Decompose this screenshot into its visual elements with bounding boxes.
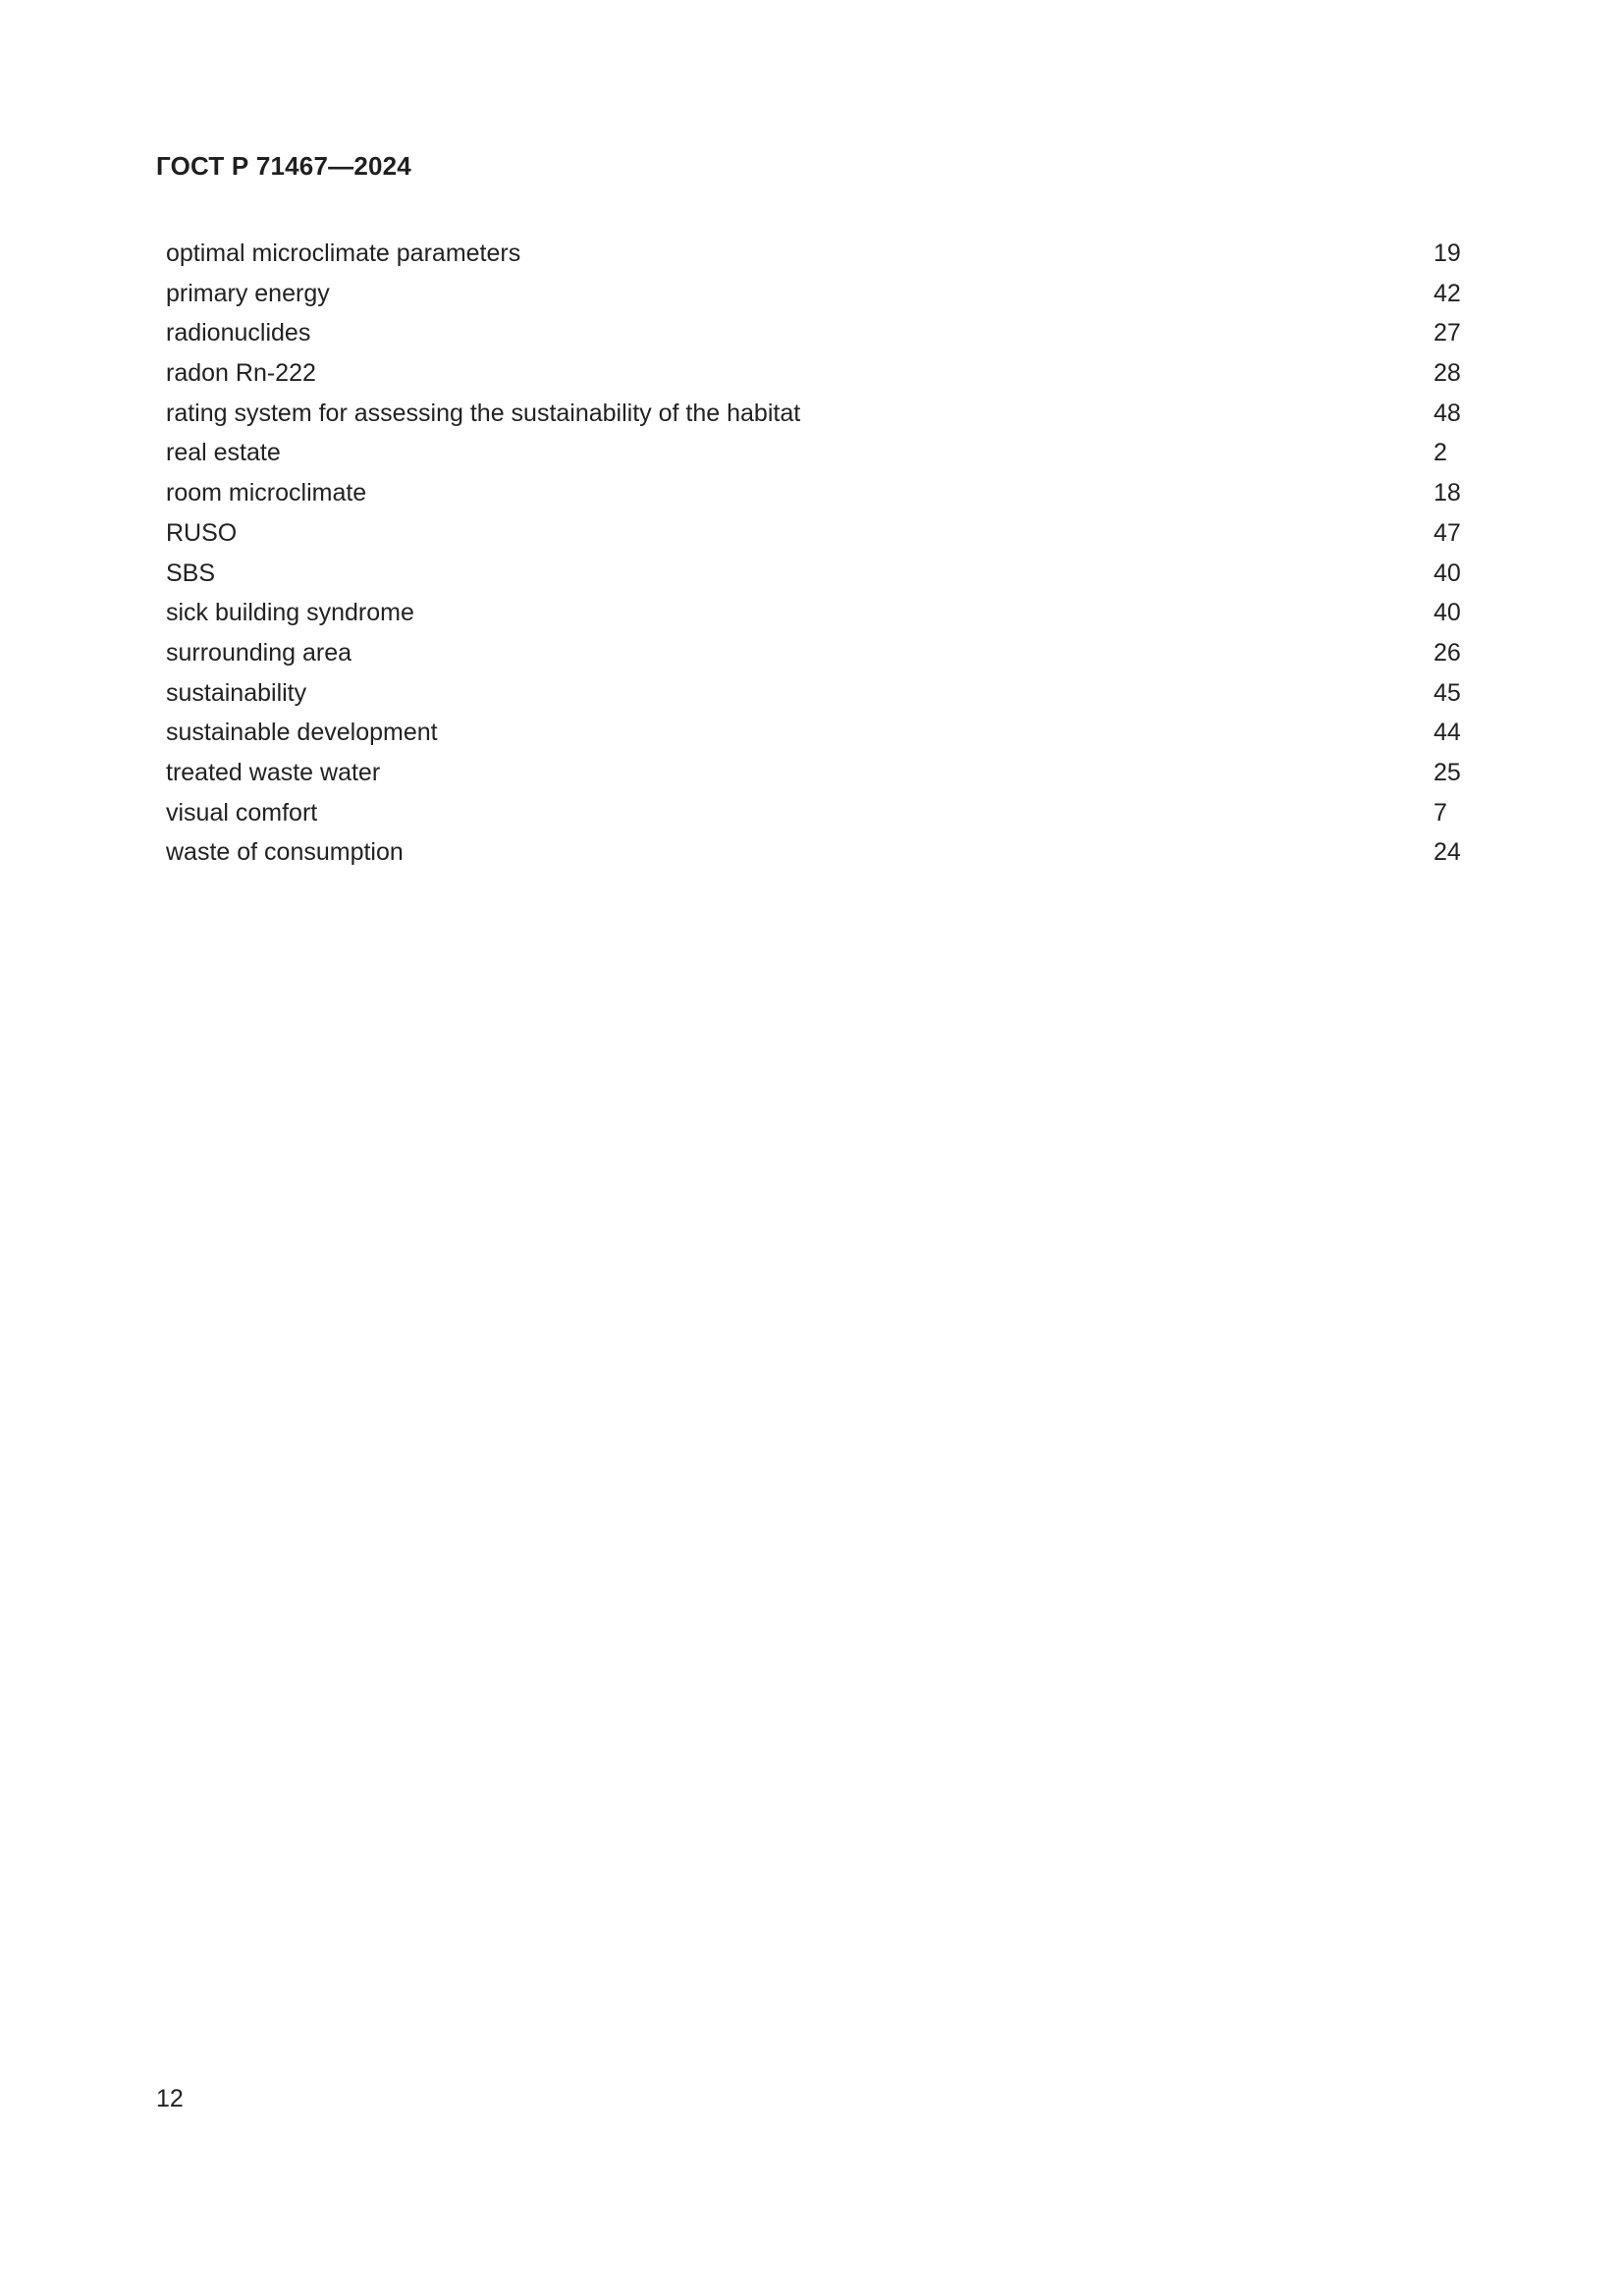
index-entry [166, 473, 1462, 513]
index-entry [166, 793, 1462, 833]
index-term-number: 42 [1434, 279, 1461, 307]
index-term-number: 25 [1434, 758, 1461, 786]
index-entry [166, 513, 1462, 554]
index-term: primary energy [166, 279, 330, 307]
index-term: radionuclides [166, 319, 311, 347]
index-term-number: 18 [1434, 479, 1461, 507]
index-entry [166, 753, 1462, 793]
index-entry [166, 832, 1462, 873]
index-term: rating system for assessing the sustainability of the habitat [166, 399, 801, 427]
page-number: 12 [156, 2085, 184, 2112]
index-term-number: 40 [1434, 599, 1461, 627]
index-term-number: 48 [1434, 399, 1461, 427]
index-term-number: 27 [1434, 319, 1461, 347]
index-entry [166, 234, 1462, 274]
index-term: sick building syndrome [166, 599, 414, 627]
index-term: SBS [166, 559, 216, 587]
document-header: ГОСТ Р 71467—2024 [156, 151, 411, 181]
index-term-number: 40 [1434, 559, 1461, 587]
index-term-number: 7 [1434, 798, 1447, 827]
index-term-number: 24 [1434, 838, 1461, 867]
index-term: optimal microclimate parameters [166, 240, 521, 267]
index-term-number: 26 [1434, 638, 1461, 667]
index-entry [166, 353, 1462, 394]
index-term: sustainable development [166, 719, 438, 747]
index-term-number: 45 [1434, 678, 1461, 707]
index-term-number: 2 [1434, 439, 1447, 467]
index-term: sustainability [166, 678, 307, 707]
index-term-number: 28 [1434, 359, 1461, 388]
index-entry [166, 713, 1462, 753]
index-term: room microclimate [166, 479, 367, 507]
index-term: treated waste water [166, 758, 381, 786]
index-entry [166, 313, 1462, 353]
index-term-number: 19 [1434, 240, 1461, 267]
index-entry [166, 274, 1462, 314]
index-entry [166, 554, 1462, 594]
index-term: radon Rn-222 [166, 359, 316, 388]
index-entry [166, 593, 1462, 633]
index-term: visual comfort [166, 798, 318, 827]
index-entry [166, 394, 1462, 434]
index-entry [166, 673, 1462, 714]
index-entry [166, 633, 1462, 673]
index-term-number: 44 [1434, 719, 1461, 747]
alphabetical-index [166, 234, 1462, 873]
index-term-number: 47 [1434, 518, 1461, 547]
index-term: RUSO [166, 518, 238, 547]
index-term: real estate [166, 439, 281, 467]
index-term: surrounding area [166, 638, 352, 667]
index-term: waste of consumption [166, 838, 404, 867]
index-entry [166, 433, 1462, 473]
